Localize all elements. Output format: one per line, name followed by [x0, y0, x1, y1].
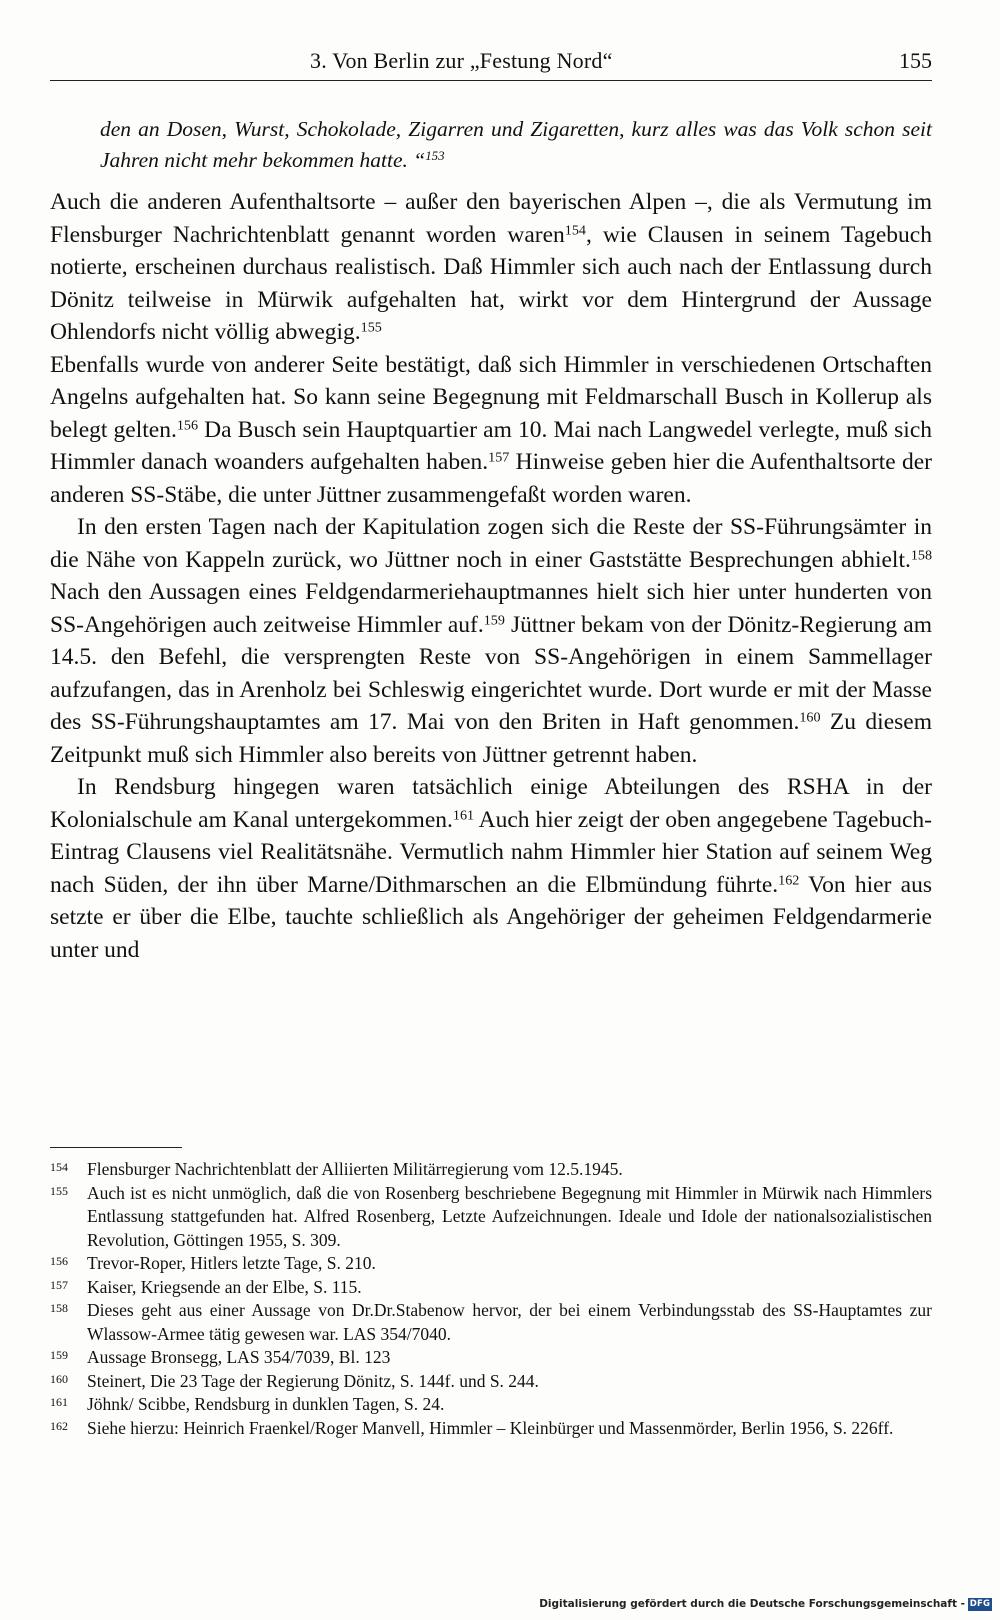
paragraph-text: Jüttner bekam von der Dönitz-Regierung am 14.5. den Befehl, die versprengten Reste von SS-Angehörigen in einem Sammellager aufzufangen, das in Arenholz bei Schleswig eingerichtet wurde. Dort wurde er mit der Masse des SS-Führungshauptamtes am 17. Mai von den Briten in Haft genommen. [50, 611, 932, 735]
footnote-ref: 160 [799, 709, 821, 726]
footnote-number: 154 [50, 1160, 68, 1174]
block-quote [100, 114, 932, 176]
digitization-credit: Digitalisierung gefördert durch die Deutsche Forschungsgemeinschaft - [539, 1598, 965, 1610]
footnote [50, 1252, 932, 1276]
footnote [50, 1370, 932, 1394]
running-head [50, 48, 932, 81]
digitization-footer [539, 1594, 992, 1614]
footnote-text: Jöhnk/ Scibbe, Rendsburg in dunklen Tagen, S. 24. [87, 1394, 445, 1414]
page-number: 155 [899, 48, 932, 73]
footnote-text: Siehe hierzu: Heinrich Fraenkel/Roger Manvell, Himmler – Kleinbürger und Massenmörder, Berlin 1956, S. 226ff. [87, 1417, 894, 1438]
footnote-ref: 162 [778, 871, 800, 888]
footnote-text: Auch ist es nicht unmöglich, daß die von Rosenberg beschriebene Begegnung mit Himmler in Mürwik nach Himmlers Entlassung stattgefunden hat. Alfred Rosenberg, Letzte Aufzeichnungen. Ideale und Idole der nationalsozialistischen Revolution, Göttingen 1955, S. 309. [87, 1182, 932, 1250]
body-paragraph [50, 771, 932, 966]
body-text [50, 186, 932, 966]
paragraph-text: Von hier aus setzte er über die Elbe, tauchte schließlich als Angehöriger der geheimen Feldgendarmerie unter und [50, 871, 932, 963]
paragraph-text: Auch die anderen Aufenthaltsorte – außer den bayerischen Alpen –, die als Vermutung im Flensburger Nachrichtenblatt genannt worden waren [50, 189, 932, 248]
footnote-number: 162 [50, 1418, 68, 1433]
paragraph-text: Da Busch sein Hauptquartier am 10. Mai nach Langwedel verlegte, muß sich Himmler danach woanders aufgehalten haben. [50, 416, 933, 475]
paragraph-text: Zu diesem Zeitpunkt muß sich Himmler also bereits von Jüttner getrennt haben. [50, 709, 932, 768]
footnote-ref: 161 [452, 806, 475, 823]
footnote-number: 159 [50, 1348, 68, 1362]
paragraph-text: In Rendsburg hingegen waren tatsächlich einige Abteilungen des RSHA in der Kolonialschule am Kanal untergekommen. [50, 774, 932, 833]
paragraph-text: , wie Clausen in seinem Tagebuch notierte, erscheinen durchaus realistisch. Daß Himmler sich auch nach der Entlassung durch Dönitz teilweise in Mürwik aufgehalten hat, wirkt vor dem Hintergrund der Aussage Ohlendorfs nicht völlig abwegig. [50, 221, 932, 345]
paragraph-text: Ebenfalls wurde von anderer Seite bestätigt, daß sich Himmler in verschiedenen Ortschaften Angelns aufgehalten hat. So kann seine Begegnung mit Feldmarschall Busch in Kollerup als belegt gelten. [50, 351, 932, 443]
footnote [50, 1158, 932, 1182]
body-paragraph [50, 349, 932, 512]
footnote-number: 155 [50, 1183, 68, 1198]
footnote-text: Dieses geht aus einer Aussage von Dr.Dr.Stabenow hervor, der bei einem Verbindungsstab des SS-Hauptamtes zur Wlassow-Armee tätig gewesen war. LAS 354/7040. [87, 1300, 932, 1344]
footnote-number: 157 [50, 1277, 68, 1292]
footnote-ref: 159 [483, 611, 505, 628]
footnote-number: 160 [50, 1371, 68, 1386]
quote-note-ref: 153 [425, 148, 445, 163]
footnote [50, 1393, 932, 1417]
footnote [50, 1346, 932, 1370]
footnote-ref: 156 [176, 416, 198, 433]
footnote-ref: 155 [360, 319, 382, 336]
footnote [50, 1276, 932, 1300]
paragraph-text: Nach den Aussagen eines Feldgendarmeriehauptmannes hielt sich hier unter hunderten von SS-Angehörigen auch zeitweise Himmler auf. [50, 579, 932, 638]
dfg-logo: DFG [969, 1598, 991, 1609]
body-paragraph [50, 511, 932, 771]
footnote-number: 161 [50, 1395, 68, 1409]
footnote-text: Steinert, Die 23 Tage der Regierung Dönitz, S. 144f. und S. 244. [87, 1370, 539, 1391]
body-paragraph [50, 186, 932, 349]
footnote-text: Aussage Bronsegg, LAS 354/7039, Bl. 123 [87, 1347, 391, 1367]
footnote [50, 1182, 932, 1253]
footnote-number: 158 [50, 1301, 68, 1315]
quote-text: den an Dosen, Wurst, Schokolade, Zigarren und Zigaretten, kurz alles was das Volk schon seit Jahren nicht mehr bekommen hatte. “ [100, 117, 932, 172]
footnote-text: Trevor-Roper, Hitlers letzte Tage, S. 210. [87, 1253, 376, 1273]
footnote-ref: 158 [910, 546, 932, 563]
footnote-separator [50, 1147, 182, 1148]
footnote-ref: 157 [488, 449, 510, 466]
footnote-number: 156 [50, 1254, 68, 1268]
footnotes [50, 1158, 932, 1440]
paragraph-text: Auch hier zeigt der oben angegebene Tagebuch-Eintrag Clausens viel Realitätsnähe. Vermutlich nahm Himmler hier Station auf seinem Weg nach Süden, der ihn über Marne/Dithmarschen an die Elbmündung führte. [50, 806, 932, 898]
footnote-ref: 154 [564, 221, 586, 238]
footnote-text: Flensburger Nachrichtenblatt der Alliierten Militärregierung vom 12.5.1945. [87, 1159, 623, 1179]
paragraph-text: Hinweise geben hier die Aufenthaltsorte der anderen SS-Stäbe, die unter Jüttner zusammengefaßt worden waren. [50, 449, 933, 508]
footnote [50, 1417, 932, 1441]
footnote [50, 1299, 932, 1346]
footnote-text: Kaiser, Kriegsende an der Elbe, S. 115. [87, 1276, 362, 1297]
chapter-title: 3. Von Berlin zur „Festung Nord“ [310, 48, 613, 73]
paragraph-text: In den ersten Tagen nach der Kapitulation zogen sich die Reste der SS-Führungsämter in die Nähe von Kappeln zurück, wo Jüttner noch in einer Gaststätte Besprechungen abhielt. [50, 514, 932, 573]
